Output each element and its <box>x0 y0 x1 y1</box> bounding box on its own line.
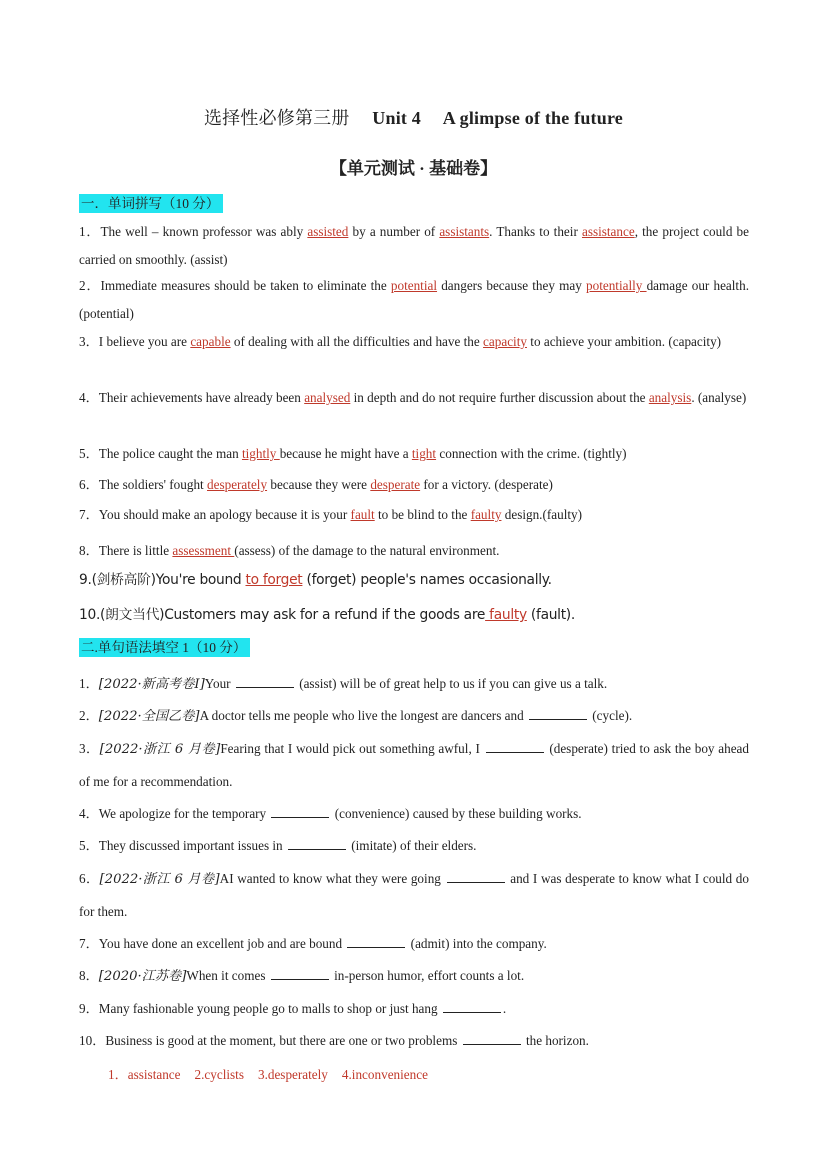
section1-item <box>79 566 749 594</box>
answer-blank[interactable] <box>271 967 329 980</box>
item-text: I believe you are <box>98 334 191 349</box>
item-text: They discussed important issues in <box>98 838 286 853</box>
unit-number: Unit 4 <box>372 108 422 128</box>
answer-word: fault <box>350 507 375 522</box>
item-text: Your <box>204 676 234 691</box>
section1-item <box>79 218 749 274</box>
answer-blank[interactable] <box>463 1032 521 1045</box>
item-text: We apologize for the temporary <box>98 806 270 821</box>
item-number: 3． <box>79 741 100 756</box>
item-text: You should make an apology because it is your <box>98 507 351 522</box>
test-subtitle: 【单元测试 · 基础卷】 <box>329 159 498 178</box>
item-number: 1． <box>79 224 101 239</box>
section1-item <box>79 501 749 529</box>
answer-key-item: 1．assistance <box>108 1067 181 1082</box>
item-number: 5． <box>79 446 99 461</box>
item-text: (assist) will be of great help to us if you can give us a talk. <box>295 676 608 691</box>
item-text: dangers because they may <box>437 278 586 293</box>
answer-blank[interactable] <box>236 675 294 688</box>
item-number: 2． <box>79 278 101 293</box>
item-text: (cycle). <box>588 708 633 723</box>
item-text: (desperate) tried to ask the boy ahead of me for a recommendation. <box>79 741 749 789</box>
section2-item <box>79 798 749 830</box>
unit-title: A glimpse of the future <box>442 108 623 128</box>
item-source: [2022·全国乙卷] <box>98 709 200 724</box>
item-number: 2． <box>79 708 99 723</box>
section1-item <box>79 272 749 328</box>
answer-key-item: 2.cyclists <box>194 1067 244 1082</box>
item-number: 6． <box>79 871 100 886</box>
item-text: for a victory. (desperate) <box>420 477 553 492</box>
section2-item <box>79 928 749 960</box>
item-text: (convenience) caused by these building works. <box>331 806 582 821</box>
item-number: 9. <box>79 572 92 588</box>
section2-item <box>79 700 749 733</box>
answer-word: tight <box>411 446 437 461</box>
section2-item <box>79 993 749 1025</box>
item-text: AI wanted to know what they were going <box>219 871 445 886</box>
answer-word: tightly <box>241 446 280 461</box>
answer-blank[interactable] <box>347 935 405 948</box>
answer-word: assistants <box>439 224 490 239</box>
answer-word: desperately <box>207 477 268 492</box>
answer-key <box>108 1064 442 1083</box>
section1-item <box>79 471 749 499</box>
item-text: (imitate) of their elders. <box>347 838 477 853</box>
item-text: (剑桥高阶)You're bound <box>91 572 246 588</box>
book-title: 选择性必修第三册 <box>203 108 350 128</box>
answer-blank[interactable] <box>271 805 329 818</box>
answer-word: capable <box>190 334 231 349</box>
section1-item <box>79 537 749 565</box>
item-text: by a number of <box>348 224 440 239</box>
item-number: 8． <box>79 968 99 983</box>
item-text: , the project could be carried on smoothly. (assist) <box>79 224 749 267</box>
item-number: 4． <box>79 390 99 405</box>
section2-item <box>79 863 749 928</box>
item-text: damage our health. (potential) <box>79 278 749 321</box>
item-text: Many fashionable young people go to malls to shop or just hang <box>98 1001 441 1016</box>
answer-blank[interactable] <box>529 707 587 720</box>
item-text: Business is good at the moment, but there are one or two problems <box>105 1033 461 1048</box>
item-text: . <box>502 1001 507 1016</box>
item-number: 7． <box>79 936 99 951</box>
section2-heading: 二.单句语法填空 1（10 分） <box>79 638 250 657</box>
answer-blank[interactable] <box>486 740 544 753</box>
item-text: . Thanks to their <box>489 224 582 239</box>
answer-word: assessment <box>172 543 235 558</box>
item-text: the horizon. <box>522 1033 589 1048</box>
item-source: [2020·江苏卷] <box>98 969 187 984</box>
item-source: [2022·浙江 6 月卷] <box>99 872 220 887</box>
item-number: 6． <box>79 477 99 492</box>
item-text: (admit) into the company. <box>407 936 547 951</box>
item-source: [2022·新高考卷I] <box>98 677 205 692</box>
item-text: The well – known professor was ably <box>100 224 308 239</box>
item-text: The police caught the man <box>98 446 242 461</box>
section2-item <box>79 960 749 993</box>
item-text: The soldiers' fought <box>98 477 208 492</box>
section1-item <box>79 328 749 356</box>
section1-item <box>79 440 749 468</box>
item-number: 10． <box>79 1033 106 1048</box>
item-text: When it comes <box>186 968 269 983</box>
item-text: (fault). <box>526 607 575 623</box>
item-text: design.(faulty) <box>501 507 583 522</box>
item-text: and I was desperate to know what I could do for them. <box>79 871 749 919</box>
item-number: 9． <box>79 1001 99 1016</box>
item-text: There is little <box>98 543 173 558</box>
answer-word: analysis <box>648 390 692 405</box>
item-text: A doctor tells me people who live the longest are dancers and <box>199 708 527 723</box>
answer-word: capacity <box>483 334 527 349</box>
item-text: You have done an excellent job and are bound <box>98 936 346 951</box>
item-number: 4． <box>79 806 99 821</box>
section2-item <box>79 668 749 701</box>
section2-item <box>79 830 749 862</box>
item-text: (朗文当代)Customers may ask for a refund if the goods are <box>100 607 486 623</box>
item-text: (assess) of the damage to the natural environment. <box>234 543 500 558</box>
section1-item <box>79 601 749 629</box>
item-text: Fearing that I would pick out something awful, I <box>220 741 484 756</box>
answer-key-item: 4.inconvenience <box>341 1067 428 1082</box>
answer-blank[interactable] <box>447 870 505 883</box>
item-number: 3． <box>79 334 99 349</box>
answer-word: faulty <box>485 607 527 623</box>
answer-blank[interactable] <box>288 837 346 850</box>
item-text: to achieve your ambition. (capacity) <box>526 334 722 349</box>
section2-item <box>79 1025 749 1057</box>
section2-item <box>79 733 749 798</box>
item-text: to be blind to the <box>374 507 471 522</box>
item-number: 1． <box>79 676 99 691</box>
item-text: of dealing with all the difficulties and have the <box>230 334 484 349</box>
item-text: (forget) people's names occasionally. <box>302 572 552 588</box>
answer-word: potentially <box>586 278 647 293</box>
item-text: because they were <box>267 477 371 492</box>
item-source: [2022·浙江 6 月卷] <box>99 742 221 757</box>
answer-word: to forget <box>245 572 303 588</box>
item-text: connection with the crime. (tightly) <box>436 446 627 461</box>
item-number: 7． <box>79 507 99 522</box>
item-text: Their achievements have already been <box>98 390 305 405</box>
answer-word: potential <box>390 278 438 293</box>
answer-blank[interactable] <box>443 1000 501 1013</box>
item-text: . (analyse) <box>691 390 747 405</box>
item-number: 8． <box>79 543 99 558</box>
item-text: in-person humor, effort counts a lot. <box>330 968 525 983</box>
answer-key-item: 3.desperately <box>257 1067 328 1082</box>
item-number: 5． <box>79 838 99 853</box>
answer-word: assisted <box>307 224 349 239</box>
answer-word: analysed <box>304 390 351 405</box>
answer-word: desperate <box>370 477 421 492</box>
section1-item <box>79 384 749 412</box>
item-text: because he might have a <box>279 446 412 461</box>
item-number: 10. <box>79 607 101 623</box>
page-title <box>0 104 827 130</box>
answer-word: assistance <box>581 224 635 239</box>
item-text: in depth and do not require further discussion about the <box>350 390 649 405</box>
answer-word: faulty <box>470 507 502 522</box>
section1-heading: 一．单词拼写（10 分） <box>79 194 223 213</box>
item-text: Immediate measures should be taken to eliminate the <box>100 278 391 293</box>
